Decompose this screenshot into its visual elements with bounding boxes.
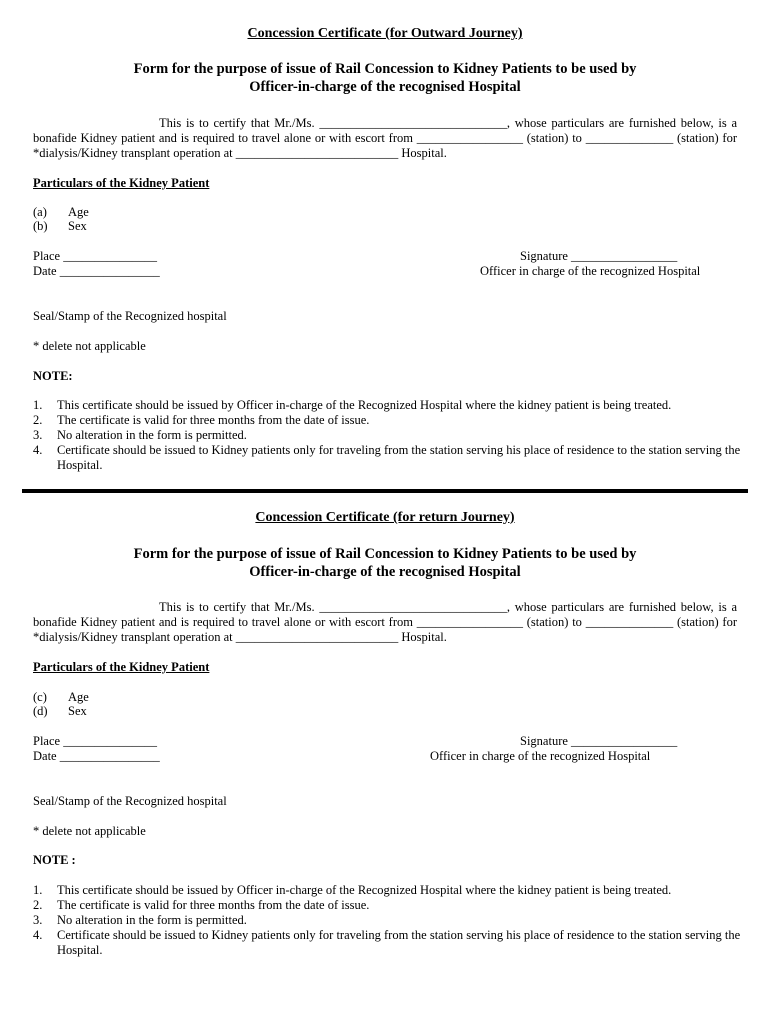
seal-stamp-label: Seal/Stamp of the Recognized hospital (33, 309, 227, 323)
note-heading: NOTE: (33, 369, 73, 383)
particular-label: (b) (33, 219, 48, 233)
certify-line: *dialysis/Kidney transplant operation at __________________________ Hospital. (33, 146, 447, 160)
note-number: 4. (33, 443, 43, 457)
note-text: No alteration in the form is permitted. (57, 913, 247, 927)
note-number: 2. (33, 898, 43, 912)
certify-line: This is to certify that Mr./Ms. ______________________________, whose particulars are furnished below, is a (159, 116, 737, 130)
note-text: The certificate is valid for three months from the date of issue. (57, 898, 370, 912)
particular-field: Sex (68, 219, 87, 233)
place-field: Place _______________ (33, 734, 157, 748)
note-number: 1. (33, 398, 43, 412)
certify-line: bonafide Kidney patient and is required to travel alone or with escort from _________________ (station) to ______________ (station) for (33, 615, 737, 629)
certificate-title: Concession Certificate (for Outward Journey) (247, 26, 523, 41)
particulars-list (33, 205, 233, 235)
certify-paragraph (33, 600, 737, 645)
note-number: 4. (33, 928, 43, 942)
note-number: 2. (33, 413, 43, 427)
particulars-list (33, 690, 233, 720)
note-text: This certificate should be issued by Officer in-charge of the Recognized Hospital where the kidney patient is being treated. (57, 883, 672, 897)
form-heading-line2: Officer-in-charge of the recognised Hospital (249, 79, 521, 95)
note-number: 1. (33, 883, 43, 897)
particular-field: Age (68, 205, 89, 219)
note-text: Certificate should be issued to Kidney patients only for traveling from the station serving his place of residence to the station serving the Hospital. (57, 928, 741, 957)
note-number: 3. (33, 913, 43, 927)
signature-field: Signature _________________ (520, 734, 678, 748)
particular-field: Sex (68, 704, 87, 718)
signature-field: Signature _________________ (520, 249, 678, 263)
seal-stamp-label: Seal/Stamp of the Recognized hospital (33, 794, 227, 808)
form-heading-line1: Form for the purpose of issue of Rail Concession to Kidney Patients to be used by (133, 546, 637, 562)
note-number: 3. (33, 428, 43, 442)
note-text: No alteration in the form is permitted. (57, 428, 247, 442)
certify-line: This is to certify that Mr./Ms. ______________________________, whose particulars are furnished below, is a (159, 600, 737, 614)
certificate-title: Concession Certificate (for return Journey) (255, 510, 515, 525)
particulars-heading: Particulars of the Kidney Patient (33, 660, 210, 674)
particular-label: (a) (33, 205, 47, 219)
date-field: Date ________________ (33, 264, 160, 278)
date-field: Date ________________ (33, 749, 160, 763)
certify-paragraph (33, 116, 737, 161)
place-field: Place _______________ (33, 249, 157, 263)
delete-note: * delete not applicable (33, 824, 146, 838)
officer-caption: Officer in charge of the recognized Hospital (480, 264, 701, 278)
note-text: This certificate should be issued by Officer in-charge of the Recognized Hospital where the kidney patient is being treated. (57, 398, 672, 412)
certify-line: bonafide Kidney patient and is required to travel alone or with escort from _________________ (station) to ______________ (station) for (33, 131, 737, 145)
note-text: The certificate is valid for three months from the date of issue. (57, 413, 370, 427)
particular-label: (d) (33, 704, 48, 718)
section-divider (22, 489, 748, 493)
form-heading-line1: Form for the purpose of issue of Rail Concession to Kidney Patients to be used by (133, 61, 637, 77)
particular-field: Age (68, 690, 89, 704)
note-heading: NOTE : (33, 853, 76, 867)
delete-note: * delete not applicable (33, 339, 146, 353)
officer-caption: Officer in charge of the recognized Hospital (430, 749, 651, 763)
note-text: Certificate should be issued to Kidney patients only for traveling from the station serving his place of residence to the station serving the Hospital. (57, 443, 741, 472)
particulars-heading: Particulars of the Kidney Patient (33, 176, 210, 190)
certify-line: *dialysis/Kidney transplant operation at __________________________ Hospital. (33, 630, 447, 644)
particular-label: (c) (33, 690, 47, 704)
form-heading-line2: Officer-in-charge of the recognised Hospital (249, 564, 521, 580)
